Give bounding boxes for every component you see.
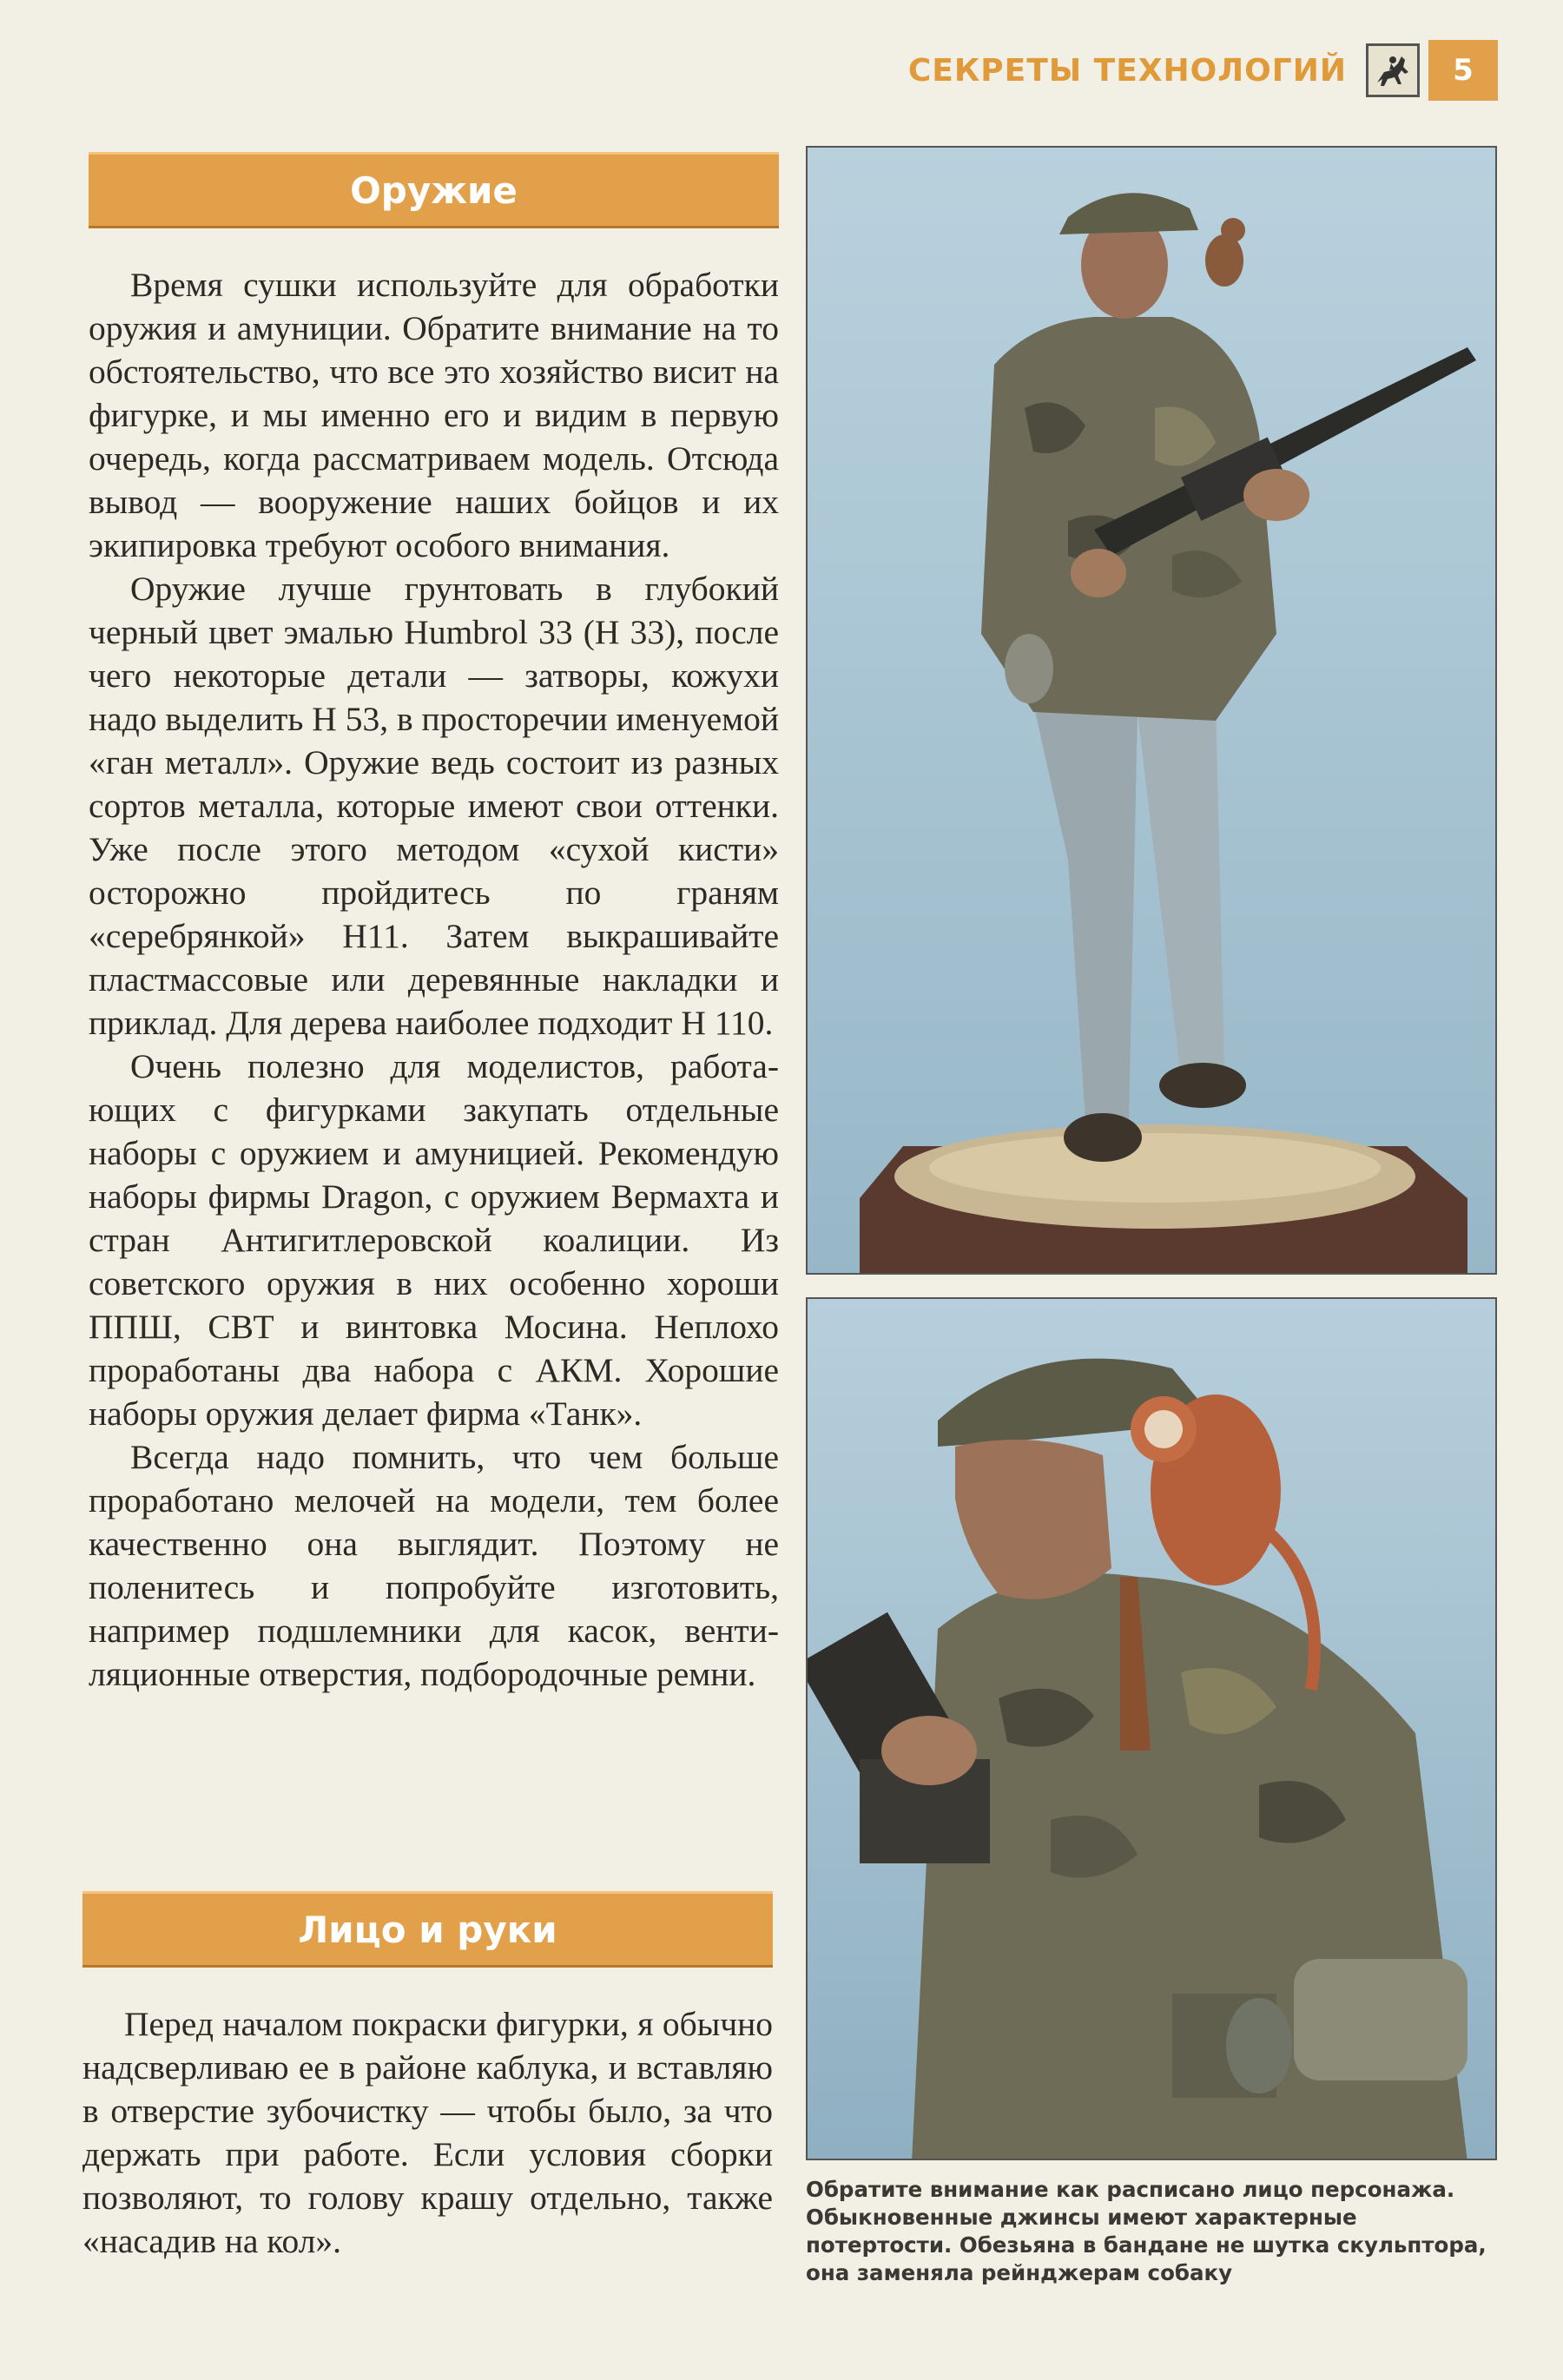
section-body-weapons (89, 263, 779, 1696)
section-face-hands (82, 1891, 773, 2263)
section-heading-weapons: Оружие (89, 152, 779, 228)
paragraph: Время сушки используйте для обработки оружия и амуниции. Обратите внимание на то обстоятельство, что все это хозяйство висит на фигурке, и мы именно его и видим в первую очередь, когда рассматриваем модель. Отсюда вывод — вооружение наших бойцов и их экипировка требуют особого внимания. (89, 266, 779, 564)
paragraph: Оружие лучше грунтовать в глубокий черный цвет эмалью Humbrol 33 (Н 33), после чего некоторые детали — затворы, кожухи надо выделить Н 53, в просторечии именуемой «ган металл». Оружие ведь состоит из разных сортов металла, которые имеют свои оттенки. Уже после этого методом «сухой кисти» осторожно пройдитесь по граням «серебрянкой» Н11. Затем выкрашивайте пластмассовые или деревянные накладки и приклад. Для дерева наиболее подходит Н 110. (89, 570, 779, 1042)
soldier-figure-closeup-photo (806, 1297, 1497, 2160)
soldier-figure-full-photo (806, 146, 1497, 1275)
paragraph: Всегда надо помнить, что чем больше проработано мелочей на модели, тем более качественно она выглядит. Поэтому не поленитесь и попробуйте изготовить, например подшлемники для касок, вентиляционные отверстия, подбородочные ремни. (89, 1438, 779, 1693)
page-number: 5 (1428, 40, 1498, 101)
section-heading-face-hands: Лицо и руки (82, 1891, 773, 1968)
paragraph: Очень полезно для моделистов, работающих с фигурками закупать отдельные наборы с оружием и амуницией. Рекомендую наборы фирмы Dragon, с оружием Вермахта и стран Антигитлеровской коалиции. Из советского оружия в них особенно хороши ППШ, СВТ и винтовка Мосина. Неплохо проработаны два набора с АКМ. Хорошие наборы оружия делает фирма «Танк». (89, 1047, 779, 1433)
section-weapons (89, 152, 779, 1696)
horse-rider-icon (1366, 43, 1420, 97)
paragraph: Перед началом покраски фигурки, я обычно надсверливаю ее в районе каблука, и вставляю в отверстие зубочистку — чтобы было, за что держать при работе. Если условия сборки позволяют, то голову крашу отдельно, также «насадив на кол». (82, 2005, 773, 2260)
section-body-face-hands (82, 2002, 773, 2263)
photo-caption: Обратите внимание как расписано лицо персонажа. Обыкновенные джинсы имеют характерные потертости. Обезьяна в бандане не шутка скульптора, она заменяла рейнджерам собаку (806, 2177, 1487, 2285)
section-title: СЕКРЕТЫ ТЕХНОЛОГИЙ (907, 52, 1347, 89)
running-header (908, 40, 1498, 101)
